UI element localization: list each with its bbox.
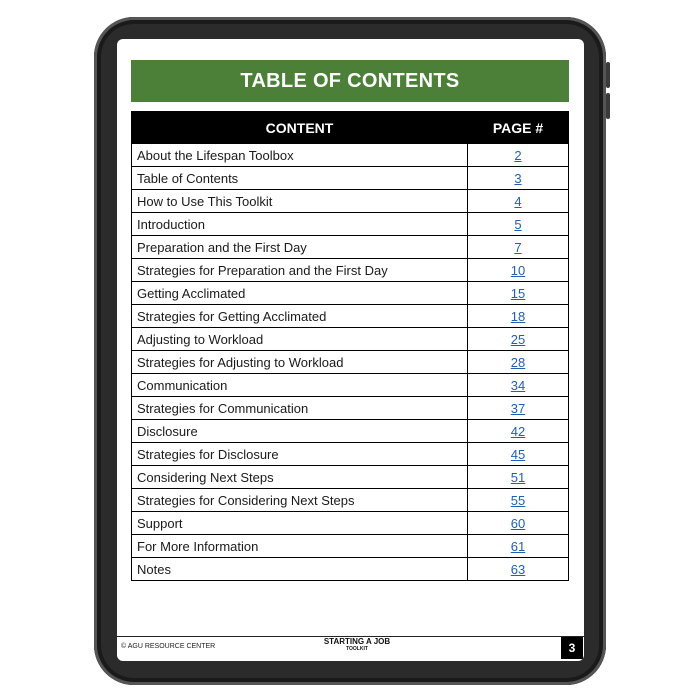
- table-row: [132, 443, 569, 466]
- toc-entry-page-cell: [468, 443, 569, 466]
- table-row: [132, 328, 569, 351]
- footer-page-number: 3: [561, 637, 583, 659]
- table-row: [132, 351, 569, 374]
- footer-title-text: STARTING A JOB: [323, 637, 391, 646]
- toc-entry-title: For More Information: [132, 535, 468, 558]
- table-row: [132, 512, 569, 535]
- toc-entry-title: Disclosure: [132, 420, 468, 443]
- toc-entry-page-cell: [468, 420, 569, 443]
- toc-entry-title: Strategies for Communication: [132, 397, 468, 420]
- toc-entry-title: About the Lifespan Toolbox: [132, 144, 468, 167]
- toc-page-link[interactable]: 7: [514, 239, 522, 255]
- toc-header-row: [132, 112, 569, 144]
- toc-entry-title: Adjusting to Workload: [132, 328, 468, 351]
- table-row: [132, 558, 569, 581]
- content-column-header: CONTENT: [132, 112, 468, 144]
- toc-entry-page-cell: [468, 144, 569, 167]
- toc-entry-title: Support: [132, 512, 468, 535]
- tablet-screen: [117, 39, 584, 661]
- toc-entry-page-cell: [468, 167, 569, 190]
- toc-entry-page-cell: [468, 305, 569, 328]
- table-row: [132, 466, 569, 489]
- toc-entry-page-cell: [468, 282, 569, 305]
- table-row: [132, 144, 569, 167]
- table-row: [132, 282, 569, 305]
- toc-entry-page-cell: [468, 213, 569, 236]
- toc-entry-title: How to Use This Toolkit: [132, 190, 468, 213]
- table-row: [132, 397, 569, 420]
- toc-page-link[interactable]: 60: [510, 515, 526, 531]
- table-row: [132, 167, 569, 190]
- volume-down-button: [606, 93, 610, 119]
- toc-page-link[interactable]: 55: [510, 492, 526, 508]
- toc-page-link[interactable]: 51: [510, 469, 526, 485]
- toc-entry-page-cell: [468, 535, 569, 558]
- toc-entry-title: Getting Acclimated: [132, 282, 468, 305]
- table-row: [132, 190, 569, 213]
- toc-page-link[interactable]: 18: [510, 308, 526, 324]
- toc-table: [131, 111, 569, 581]
- table-row: [132, 489, 569, 512]
- toc-entry-title: Strategies for Considering Next Steps: [132, 489, 468, 512]
- toc-entry-title: Strategies for Adjusting to Workload: [132, 351, 468, 374]
- table-row: [132, 420, 569, 443]
- toc-entry-page-cell: [468, 351, 569, 374]
- toc-entry-page-cell: [468, 374, 569, 397]
- table-row: [132, 535, 569, 558]
- page-title: TABLE OF CONTENTS: [131, 60, 569, 102]
- volume-up-button: [606, 62, 610, 88]
- toc-entry-title: Introduction: [132, 213, 468, 236]
- toc-page-link[interactable]: 28: [510, 354, 526, 370]
- toc-entry-page-cell: [468, 397, 569, 420]
- toc-entry-page-cell: [468, 328, 569, 351]
- table-row: [132, 213, 569, 236]
- toc-page-link[interactable]: 2: [514, 147, 522, 163]
- toc-entry-page-cell: [468, 558, 569, 581]
- footer-subtitle-text: TOOLKIT: [346, 646, 368, 652]
- footer-title: [277, 638, 437, 652]
- toc-page-link[interactable]: 37: [510, 400, 526, 416]
- toc-page-link[interactable]: 34: [510, 377, 526, 393]
- toc-page-link[interactable]: 25: [510, 331, 526, 347]
- toc-page-link[interactable]: 10: [510, 262, 526, 278]
- toc-page-link[interactable]: 3: [514, 170, 522, 186]
- toc-page-link[interactable]: 61: [510, 538, 526, 554]
- table-row: [132, 374, 569, 397]
- toc-entry-title: Strategies for Preparation and the First Day: [132, 259, 468, 282]
- toc-entry-title: Considering Next Steps: [132, 466, 468, 489]
- toc-entry-title: Strategies for Disclosure: [132, 443, 468, 466]
- toc-page-link[interactable]: 63: [510, 561, 526, 577]
- toc-entry-page-cell: [468, 512, 569, 535]
- table-row: [132, 236, 569, 259]
- toc-entry-title: Communication: [132, 374, 468, 397]
- toc-page-link[interactable]: 4: [514, 193, 522, 209]
- toc-entry-title: Preparation and the First Day: [132, 236, 468, 259]
- toc-entry-page-cell: [468, 236, 569, 259]
- page-column-header: PAGE #: [468, 112, 569, 144]
- toc-page-link[interactable]: 42: [510, 423, 526, 439]
- toc-entry-page-cell: [468, 489, 569, 512]
- toc-entry-title: Strategies for Getting Acclimated: [132, 305, 468, 328]
- toc-page-link[interactable]: 5: [514, 216, 522, 232]
- toc-page-link[interactable]: 45: [510, 446, 526, 462]
- toc-entry-page-cell: [468, 190, 569, 213]
- toc-entry-title: Table of Contents: [132, 167, 468, 190]
- toc-body: [132, 144, 569, 581]
- table-row: [132, 305, 569, 328]
- footer-copyright: © AGU RESOURCE CENTER: [121, 643, 216, 650]
- toc-entry-title: Notes: [132, 558, 468, 581]
- toc-page-link[interactable]: 15: [510, 285, 526, 301]
- toc-entry-page-cell: [468, 259, 569, 282]
- toc-entry-page-cell: [468, 466, 569, 489]
- table-row: [132, 259, 569, 282]
